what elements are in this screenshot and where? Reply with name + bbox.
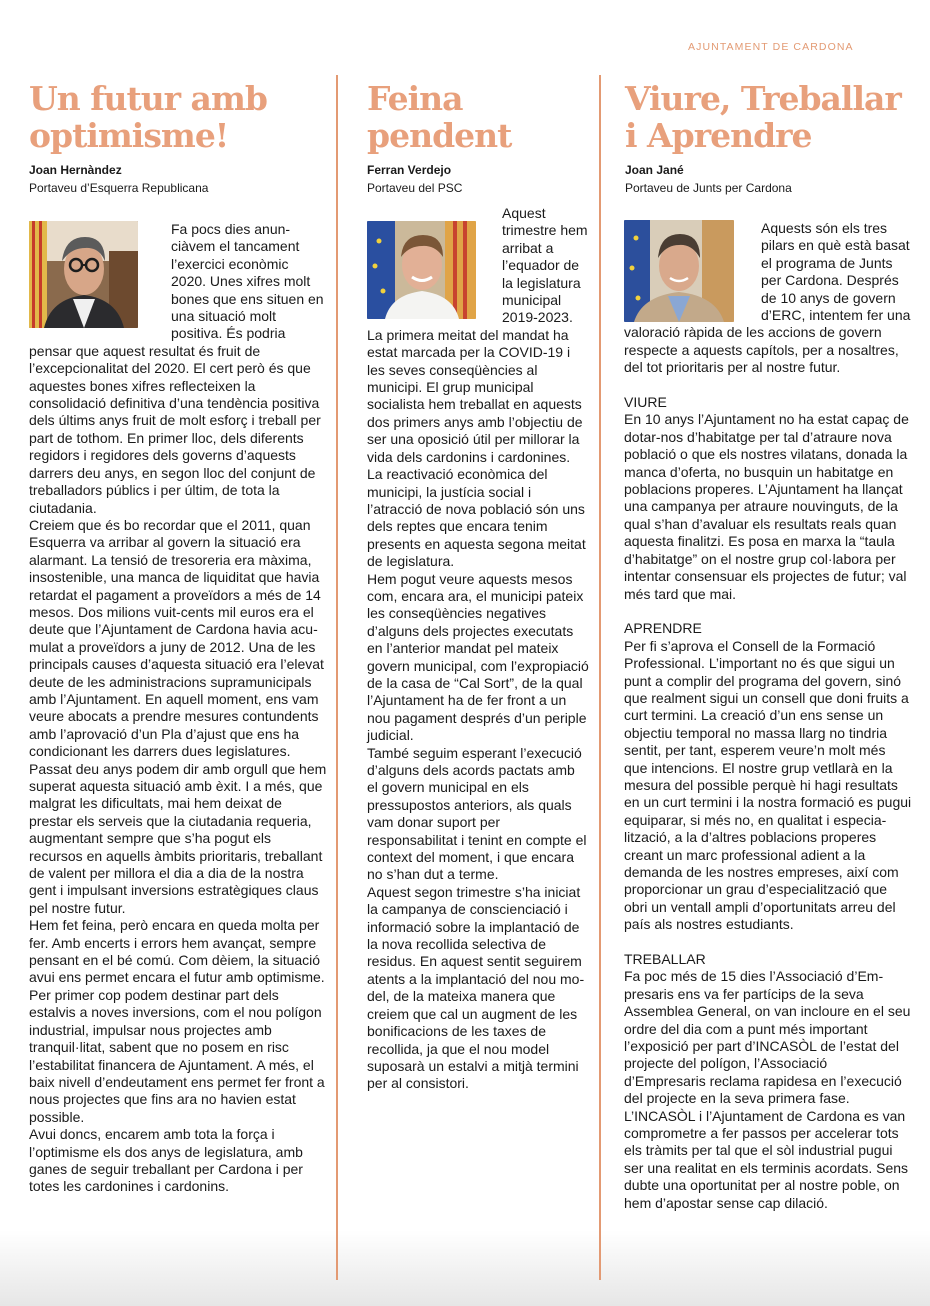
author-name: Ferran Verdejo: [367, 163, 452, 177]
article-body: [624, 220, 912, 1212]
paragraph: Avui doncs, encarem amb tota la força i l’optimisme els dos anys de legislatura, amb ganes de seguir treballant per Cardona i per totes les cardonines i cardonins.: [29, 1126, 303, 1195]
author-role: Portaveu del PSC: [367, 181, 463, 195]
author-role: Portaveu d’Esquerra Republicana: [29, 181, 209, 195]
paragraph: Hem fet feina, però encara en queda molta per fer. Amb encerts i errors hem avançat, sempre pensant en el bé comú. Com dèiem, la situació avui ens permet encara el futur amb optimisme. Per primer cop podem destinar part dels estalvis a noves inversions, com el nou polígon industrial, impulsar nous projectes amb tranquil·litat, sabent que no posem en risc l’estabilitat financera de Ajuntament. A més, el baix nivell d’endeutament ens permet fer front a nous projectes que fins ara no havien estat possible.: [29, 917, 325, 1125]
paragraph: Aquest segon trimestre s’ha iniciat la campanya de conscienciació i informació sobre la implantació de la nova recollida selectiva de residus. En aquest sentit seguirem atents a la implantació del nou model, de la mateixa manera que creiem que cal un augment de les bonificacions de les taxes de recollida, ja que el nou model suposarà un estalvi a mitjà termini per al consistori.: [367, 883, 585, 1092]
article-junts: [625, 80, 925, 195]
publication-brand: AJUNTAMENT DE CARDONA: [688, 41, 854, 53]
author-role: Portaveu de Junts per Cardona: [625, 181, 792, 195]
paragraph: Passat deu anys podem dir amb orgull que hem superat aquesta situació amb èxit. I a més, que malgrat les dificultats, mai hem deixat de prestar els serveis que la ciutadania requeria, augmentant sempre que s’ha pogut els recursos en aquells àmbits prioritaris, treballant de valent per millora el dia a dia de la nostra gent i impulsant inversions estratègiques claus pel nostre futur.: [29, 760, 327, 916]
article-body: [29, 221, 327, 1196]
article-erc: [29, 80, 325, 195]
section-text: Fa poc més de 15 dies l’Associació d’Empresaris ens va fer partícips de la seva Assemblea General, on van incloure en el seu ordre del dia com a punt més important l’exposició per part d’INCASÒL de l’estat del projecte del polígon, l’Associació d’Empresaris reclama rapidesa en l’execució del projecte en la seva primera fase. L’INCASÒL i l’Ajuntament de Cardona es van comprometre a fer passos per accelerar tots els tràmits per tal que el sòl industrial pugui ser una realitat en els terminis acordats. Sens dubte una oportunitat per al nostre poble, on hem d’apostar sense cap dilació.: [624, 968, 911, 1211]
paragraph: També seguim esperant l’execució d’alguns dels acords pactats amb el govern municipal en els pressupostos anteriors, als quals vam donar suport per responsabilitat i tenint en compte el context del moment, i que encara no s’han dut a terme.: [367, 744, 587, 883]
author-name: Joan Hernàndez: [29, 163, 122, 177]
column-divider: [599, 75, 601, 1280]
section-text: En 10 anys l’Ajuntament no ha estat capaç de dotar-nos d’habitatge per tal d’atraure nova població o que els nostres vilatans, donada la manca d’oferta, no busquin un habitatge en poblacions properes. L’Ajuntament ha llançat una campanya per atraure nouvinguts, de la qual s’han d’avaluar els resultats reals quan aquesta finalitzi. Es posa en marxa la “taula d’habitatge” on el nostre grup col·labora per intentar consensuar els projectes de futur; val més tard que mai.: [624, 411, 909, 602]
portrait-photo-icon: [624, 220, 734, 322]
intro-paragraph: Aquests són els tres pilars en què està basat el programa de Junts per Cardona. Després de 10 anys de govern d’ERC, intentem fer una valoració ràpida de les accions de govern respecte a aquests capítols, per a nosaltres, del tot prioritaris per al nostre futur.: [624, 220, 911, 376]
column-divider: [336, 75, 338, 1280]
paragraph: Hem pogut veure aquests mesos com, encara ara, el municipi pateix les conseqüències negatives d’alguns dels projectes executats en l’anterior mandat pel mateix govern municipal, com l’expropiació de la casa de “Cal Sort”, de la qual l’Ajuntament ha de fer front a un nou pagament després d’un periple judicial.: [367, 570, 589, 744]
section-heading-aprendre: APRENDRE: [624, 620, 702, 637]
section-heading-treballar: TREBALLAR: [624, 951, 706, 968]
article-body: [367, 205, 589, 1093]
article-title: Un futur amb optimisme!: [29, 79, 267, 155]
paragraph: Creiem que és bo recordar que el 2011, quan Esquerra va arribar al govern la situació era alarmant. La tensió de tresoreria era màxima, insostenible, una manca de liquiditat que havia retardat el pagament a proveïdors a més de 14 mesos. Dos milions vuit-cents mil euros era el deute que l’Ajuntament de Cardona havia acumulat a proveïdors a juny de 2012. Una de les principals causes d’aquesta situació era l’elevat deute de les administracions supramunicipals amb l’Ajuntament. En aquell moment, ens vam veure abocats a prendre mesures contundents amb l’aprovació d’un Pla d’ajust que ens ha condicionant les darrers dues legislatures.: [29, 516, 324, 760]
section-heading-viure: VIURE: [624, 394, 667, 411]
article-title: Feina pendent: [367, 79, 512, 155]
portrait-photo-icon: [367, 221, 476, 319]
section-text: Per fi s’aprova el Consell de la Formació Professional. L’important no és que sigui un punt a complir del programa del govern, sinó que realment sigui un consell que doni fruits a curt termini. La creació d’un ens sense un objectiu temporal no massa llarg no tindria sentit, per tant, esperem veure’n molt més que intencions. El nostre grup vetllarà en la mesura del possible perquè hi hagi resultats en un curt termini i la nostra formació es pugui equiparar, si més no, en qualitat i especialització, a la d’altres poblacions properes creant un marc professional adient a la demanda de les nostres empreses, així com proporcionar un grau d’especialització que obri un ventall ampli d’oportunitats arreu del país als nostres estudiants.: [624, 637, 912, 933]
paragraph: Fa pocs dies anunciàvem el tancament l’exercici econòmic 2020. Unes xifres molt bones que ens situen en una situació molt positiva. És podria pensar que aquest resultat és fruit de l’excepcionalitat del 2020. El cert però és que aquestes bones xifres reflecteixen la consolidació definitiva d’una tendència positiva dels últims anys fruit de molt esforç i treball per part de tothom. En primer lloc, dels diferents regidors i regidores dels governs d’aquests darrers deu anys, en segon lloc del conjunt de treballadors públics i per últim, de tota la ciutadania.: [29, 221, 324, 516]
article-title: Viure, Treballar i Aprendre: [625, 79, 901, 155]
portrait-photo-icon: [29, 221, 138, 328]
article-psc: [367, 80, 592, 195]
paragraph: Aquest trimestre hem arribat a l’equador de la legislatura municipal 2019-2023. La primera meitat del mandat ha estat marcada per la COVID-19 i les seves conseqüències al municipi. El grup municipal socialista hem treballat en aquests dos primers anys amb l’objectiu de ser una oposició útil per millorar la vida dels cardonins i cardonines. La reactivació econòmica del municipi, la justícia social i l’atracció de nova població són uns dels reptes que encara tenim presents en aquesta segona meitat de legislatura.: [367, 205, 588, 570]
author-name: Joan Jané: [625, 163, 684, 177]
